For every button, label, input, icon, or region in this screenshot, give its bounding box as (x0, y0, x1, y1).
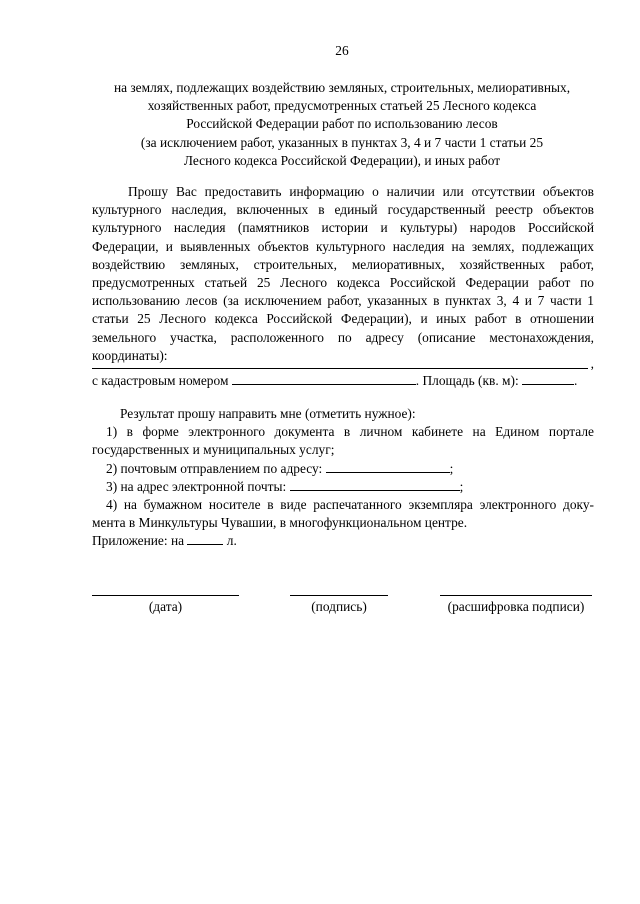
date-label: (дата) (148, 599, 183, 614)
cadastre-number-blank (232, 372, 416, 385)
email-blank (290, 478, 460, 491)
option-end: ; (449, 460, 454, 476)
address-comma: , (590, 356, 594, 371)
request-line: статьи 25 Лесного кодекса Российской Федерации), и иных работ в отношении (92, 311, 594, 327)
document-heading (92, 79, 592, 170)
request-paragraph (92, 183, 594, 365)
signature-field (290, 586, 388, 616)
attachment-line (92, 532, 594, 550)
decoding-field (440, 586, 592, 616)
attachment-unit: л. (226, 533, 237, 549)
heading-line: Российской Федерации работ по использованию лесов (186, 116, 498, 132)
attachment-pages-blank (187, 532, 223, 545)
page-number: 26 (335, 43, 349, 58)
attachment-label: Приложение: на (92, 533, 185, 549)
request-line: координаты): (92, 347, 168, 363)
signature-row (92, 586, 594, 626)
date-signature-field (92, 586, 239, 616)
heading-line: на землях, подлежащих воздействию земляных, строительных, мелиоративных, (113, 80, 571, 95)
area-label: . Площадь (кв. м): (415, 373, 519, 388)
option-email (92, 478, 594, 496)
result-intro: Результат прошу направить мне (отметить нужное): (120, 406, 416, 421)
request-line: культурного наследия (памятников истории и культуры) народов Российской (92, 220, 594, 236)
request-line: Федерации, и выявленных объектов культурного наследия на землях, подлежащих (92, 238, 594, 254)
request-line: предусмотренных статьей 25 Лесного кодекса Российской Федерации работ по (92, 274, 594, 290)
option-email-label: 3) на адрес электронной почты: (106, 478, 287, 494)
date-fill-line (92, 586, 239, 596)
postal-address-blank (326, 460, 450, 473)
cadastre-label: с кадастровым номером (92, 373, 229, 388)
request-line: Прошу Вас предоставить информацию о наличии или отсутствии объектов (128, 184, 594, 199)
decoding-fill-line (440, 586, 592, 596)
option-paper: 4) на бумажном носителе в виде распечатанного экземпляра электронного доку- (106, 496, 594, 512)
result-section (92, 405, 594, 551)
cadastre-line (92, 372, 594, 390)
signature-label: (подпись) (311, 599, 367, 614)
option-end: ; (459, 478, 464, 494)
area-blank (522, 372, 574, 385)
option-electronic-portal: 1) в форме электронного документа в личном кабинете на Едином портале (106, 424, 594, 440)
option-electronic-portal-cont: государственных и муниципальных услуг; (92, 442, 335, 458)
cadastre-end: . (574, 373, 578, 388)
heading-line: Лесного кодекса Российской Федерации), и иных работ (183, 152, 501, 168)
signature-fill-line (290, 586, 388, 596)
option-paper-cont: мента в Минкультуры Чувашии, в многофункциональном центре. (92, 515, 468, 531)
heading-line: хозяйственных работ, предусмотренных статьей 25 Лесного кодекса (147, 98, 537, 114)
option-postal (92, 460, 594, 478)
request-line: культурного наследия, включенных в единый государственный реестр объектов (92, 202, 594, 218)
decoding-label: (расшифровка подписи) (447, 599, 585, 614)
request-line: использованию лесов (за исключением работ, указанных в пунктах 3, 4 и 7 части 1 (92, 293, 594, 309)
address-blank-line (92, 354, 594, 372)
heading-line: (за исключением работ, указанных в пунктах 3, 4 и 7 части 1 статьи 25 (140, 134, 544, 150)
request-line: земельного участка, расположенного по адресу (описание местонахождения, (92, 329, 594, 345)
request-line: воздействию земляных, строительных, мелиоративных, хозяйственных работ, (92, 256, 594, 272)
address-fill-line (92, 368, 588, 369)
option-postal-label: 2) почтовым отправлением по адресу: (106, 460, 323, 476)
